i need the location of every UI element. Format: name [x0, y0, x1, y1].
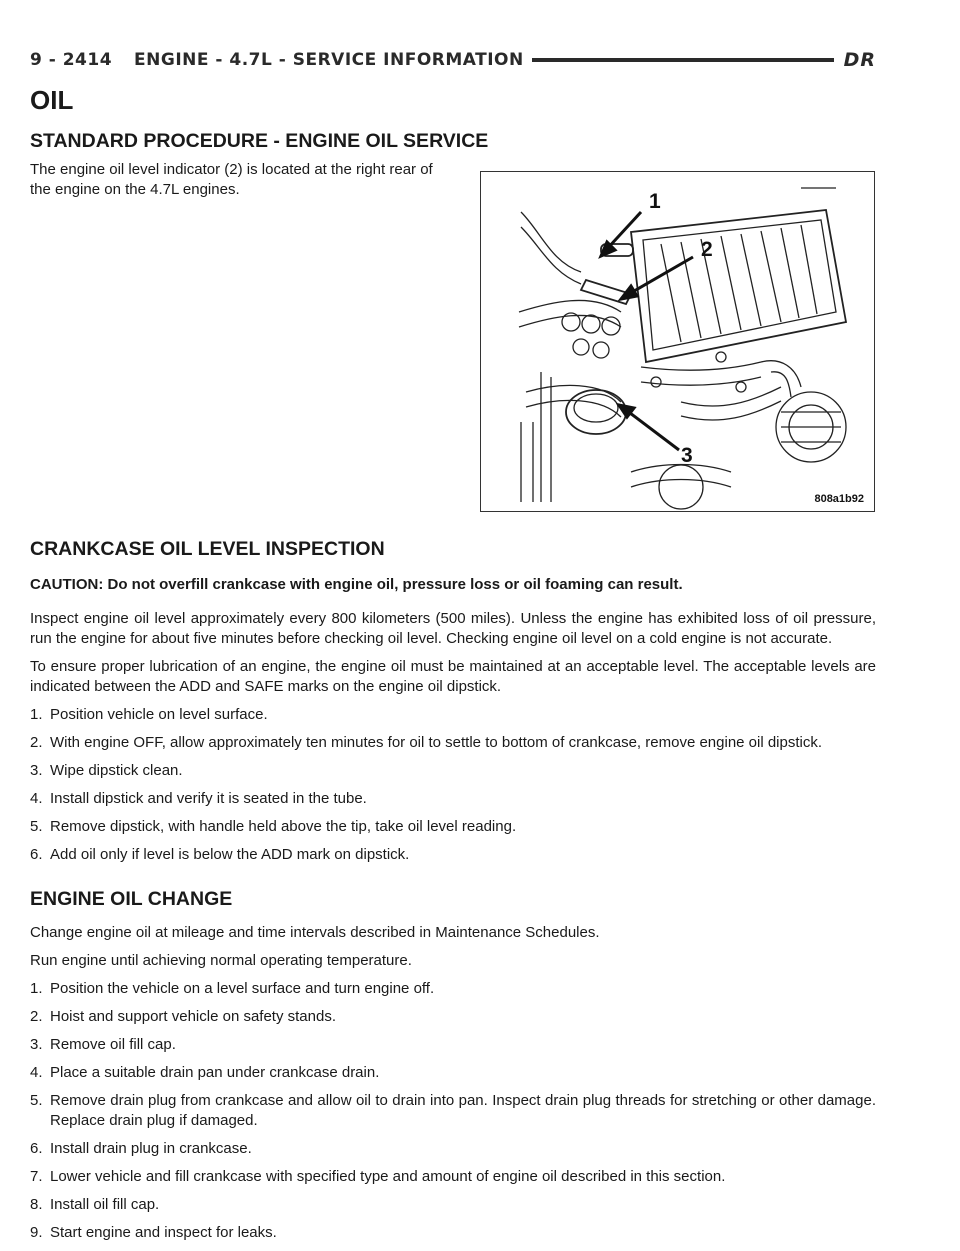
callout-1: 1: [649, 190, 661, 213]
page-header: [30, 46, 876, 74]
inspection-paragraph: Inspect engine oil level approximately every 800 kilometers (500 miles). Unless the engine has exhibited loss of oil pressure, run the engine for about five minutes before checking oil level. Checking engine oil level on a cold engine is not accurate.: [30, 610, 876, 647]
list-item: 6. Add oil only if level is below the ADD mark on dipstick.: [30, 846, 410, 863]
intro-paragraph: The engine oil level indicator (2) is located at the right rear of the engine on the 4.7L engines.: [30, 161, 433, 198]
list-item: 5. Remove dipstick, with handle held above the tip, take oil level reading.: [30, 818, 517, 835]
list-item: 1. Position vehicle on level surface.: [30, 706, 268, 723]
inspection-paragraph: To ensure proper lubrication of an engine, the engine oil must be maintained at an acceptable level. The acceptable levels are indicated between the ADD and SAFE marks on the engine oil dipstick.: [30, 658, 876, 695]
oil-change-paragraph: Run engine until achieving normal operating temperature.: [30, 952, 412, 969]
list-item: 5. Remove drain plug from crankcase and allow oil to drain into pan. Inspect drain plug threads for stretching or other damage. Replace drain plug if damaged.: [30, 1092, 876, 1129]
list-item: 8. Install oil fill cap.: [30, 1196, 160, 1213]
page-title: OIL: [30, 85, 74, 115]
engine-oil-change-section: [30, 888, 876, 1251]
list-item: 1. Position the vehicle on a level surface and turn engine off.: [30, 980, 435, 997]
callout-3: 3: [681, 444, 693, 467]
section-title-oil-change: ENGINE OIL CHANGE: [30, 888, 233, 910]
oil-change-paragraph: Change engine oil at mileage and time intervals described in Maintenance Schedules.: [30, 924, 600, 941]
list-item: 7. Lower vehicle and fill crankcase with specified type and amount of engine oil described in this section.: [30, 1168, 726, 1185]
list-item: 4. Place a suitable drain pan under crankcase drain.: [30, 1064, 380, 1081]
list-item: 9. Start engine and inspect for leaks.: [30, 1224, 277, 1241]
caution-note: CAUTION: Do not overfill crankcase with engine oil, pressure loss or oil foaming can result.: [30, 576, 683, 593]
list-item: 3. Wipe dipstick clean.: [30, 762, 183, 779]
oil-level-inspection-section: [30, 538, 876, 873]
header-title: ENGINE - 4.7L - SERVICE INFORMATION: [134, 50, 524, 70]
header-rule: [532, 58, 834, 62]
page-number: 9 - 2414: [30, 50, 113, 70]
list-item: 6. Install drain plug in crankcase.: [30, 1140, 252, 1157]
engine-drawing: [481, 172, 875, 512]
callout-2: 2: [701, 238, 713, 261]
header-code: DR: [843, 49, 876, 71]
figure-code: 808a1b92: [814, 493, 864, 505]
section-title-inspection: CRANKCASE OIL LEVEL INSPECTION: [30, 538, 385, 560]
list-item: 3. Remove oil fill cap.: [30, 1036, 176, 1053]
oil-change-steps: [30, 979, 876, 1243]
inspection-steps: [30, 705, 876, 865]
section-title-oil-service: STANDARD PROCEDURE - ENGINE OIL SERVICE: [30, 130, 489, 152]
list-item: 2. With engine OFF, allow approximately ten minutes for oil to settle to bottom of crankcase, remove engine oil dipstick.: [30, 734, 823, 751]
list-item: 2. Hoist and support vehicle on safety stands.: [30, 1008, 336, 1025]
engine-illustration: [480, 171, 875, 512]
list-item: 4. Install dipstick and verify it is seated in the tube.: [30, 790, 367, 807]
